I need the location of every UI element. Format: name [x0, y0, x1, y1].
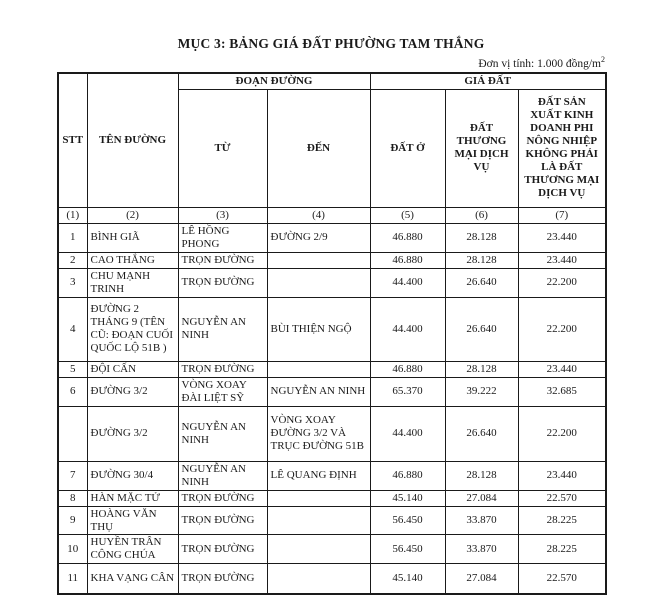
- cell-from: LÊ HỒNG PHONG: [178, 223, 267, 252]
- cell-commercial-price: 26.640: [445, 268, 518, 297]
- cell-street-name: CHU MẠNH TRINH: [87, 268, 178, 297]
- cell-to: [267, 535, 370, 564]
- header-row-groups: [58, 73, 606, 89]
- cell-stt: 1: [58, 223, 87, 252]
- table-row: [58, 377, 606, 406]
- cell-from: NGUYỄN AN NINH: [178, 297, 267, 361]
- header-non-agricultural-business-land: ĐẤT SẢN XUẤT KINH DOANH PHI NÔNG NHIỆP KHÔNG PHẢI LÀ ĐẤT THƯƠNG MẠI DỊCH VỤ: [518, 89, 606, 207]
- column-number: (6): [445, 207, 518, 223]
- cell-stt: 2: [58, 252, 87, 268]
- cell-residential-price: 45.140: [370, 490, 445, 506]
- cell-street-name: BÌNH GIÃ: [87, 223, 178, 252]
- column-number: (7): [518, 207, 606, 223]
- cell-business-price: 32.685: [518, 377, 606, 406]
- cell-commercial-price: 28.128: [445, 252, 518, 268]
- cell-business-price: 22.570: [518, 490, 606, 506]
- cell-residential-price: 56.450: [370, 535, 445, 564]
- table-row: [58, 268, 606, 297]
- cell-business-price: 23.440: [518, 223, 606, 252]
- unit-note-text: Đơn vị tính: 1.000 đồng/m: [478, 57, 601, 70]
- cell-business-price: 22.570: [518, 564, 606, 594]
- cell-from: TRỌN ĐƯỜNG: [178, 268, 267, 297]
- cell-street-name: ĐƯỜNG 3/2: [87, 406, 178, 461]
- cell-residential-price: 44.400: [370, 406, 445, 461]
- cell-commercial-price: 33.870: [445, 506, 518, 535]
- cell-to: NGUYỄN AN NINH: [267, 377, 370, 406]
- column-number: (3): [178, 207, 267, 223]
- column-number: (1): [58, 207, 87, 223]
- column-number: (5): [370, 207, 445, 223]
- table-row: [58, 297, 606, 361]
- cell-commercial-price: 33.870: [445, 535, 518, 564]
- cell-business-price: 22.200: [518, 268, 606, 297]
- header-residential-land: ĐẤT Ở: [370, 89, 445, 207]
- cell-to: BÙI THIỆN NGỘ: [267, 297, 370, 361]
- cell-from: TRỌN ĐƯỜNG: [178, 506, 267, 535]
- cell-from: VÒNG XOAY ĐÀI LIỆT SỸ: [178, 377, 267, 406]
- cell-commercial-price: 28.128: [445, 361, 518, 377]
- cell-commercial-price: 27.084: [445, 490, 518, 506]
- cell-stt: 8: [58, 490, 87, 506]
- header-commercial-service-land: ĐẤT THƯƠNG MẠI DỊCH VỤ: [445, 89, 518, 207]
- header-street-name: TÊN ĐƯỜNG: [87, 73, 178, 207]
- table-row: [58, 461, 606, 490]
- unit-note-superscript: 2: [601, 55, 605, 64]
- cell-business-price: 28.225: [518, 535, 606, 564]
- cell-from: TRỌN ĐƯỜNG: [178, 252, 267, 268]
- cell-to: [267, 268, 370, 297]
- cell-stt: 5: [58, 361, 87, 377]
- cell-residential-price: 65.370: [370, 377, 445, 406]
- cell-street-name: ĐƯỜNG 3/2: [87, 377, 178, 406]
- page-title: MỤC 3: BẢNG GIÁ ĐẤT PHƯỜNG TAM THẮNG: [177, 36, 485, 51]
- table-row: [58, 490, 606, 506]
- cell-residential-price: 46.880: [370, 223, 445, 252]
- cell-from: NGUYỄN AN NINH: [178, 406, 267, 461]
- cell-residential-price: 46.880: [370, 461, 445, 490]
- cell-commercial-price: 28.128: [445, 461, 518, 490]
- cell-commercial-price: 26.640: [445, 297, 518, 361]
- table-row: [58, 506, 606, 535]
- cell-residential-price: 56.450: [370, 506, 445, 535]
- cell-stt: [58, 406, 87, 461]
- header-from: TỪ: [178, 89, 267, 207]
- cell-residential-price: 44.400: [370, 297, 445, 361]
- cell-stt: 11: [58, 564, 87, 594]
- cell-from: TRỌN ĐƯỜNG: [178, 361, 267, 377]
- cell-stt: 3: [58, 268, 87, 297]
- cell-to: [267, 564, 370, 594]
- cell-street-name: HOÀNG VĂN THỤ: [87, 506, 178, 535]
- cell-commercial-price: 26.640: [445, 406, 518, 461]
- table-row: [58, 406, 606, 461]
- cell-to: [267, 490, 370, 506]
- cell-to: ĐƯỜNG 2/9: [267, 223, 370, 252]
- table-row: [58, 252, 606, 268]
- cell-residential-price: 46.880: [370, 252, 445, 268]
- cell-residential-price: 46.880: [370, 361, 445, 377]
- header-stt: STT: [58, 73, 87, 207]
- document-page: [57, 0, 605, 595]
- cell-from: NGUYỄN AN NINH: [178, 461, 267, 490]
- table-row: [58, 564, 606, 594]
- cell-business-price: 23.440: [518, 361, 606, 377]
- cell-business-price: 23.440: [518, 252, 606, 268]
- land-price-table: [57, 72, 607, 595]
- cell-stt: 6: [58, 377, 87, 406]
- cell-to: LÊ QUANG ĐỊNH: [267, 461, 370, 490]
- header-road-segment: ĐOẠN ĐƯỜNG: [178, 73, 370, 89]
- cell-to: [267, 506, 370, 535]
- table-row: [58, 361, 606, 377]
- header-to: ĐẾN: [267, 89, 370, 207]
- cell-street-name: ĐỘI CẤN: [87, 361, 178, 377]
- cell-residential-price: 44.400: [370, 268, 445, 297]
- cell-stt: 7: [58, 461, 87, 490]
- cell-business-price: 22.200: [518, 297, 606, 361]
- cell-stt: 9: [58, 506, 87, 535]
- cell-street-name: ĐƯỜNG 2 THÁNG 9 (TÊN CŨ: ĐOẠN CUỐI QUỐC LỘ 51B ): [87, 297, 178, 361]
- cell-stt: 10: [58, 535, 87, 564]
- column-number: (4): [267, 207, 370, 223]
- header-land-price: GIÁ ĐẤT: [370, 73, 606, 89]
- cell-stt: 4: [58, 297, 87, 361]
- column-number: (2): [87, 207, 178, 223]
- cell-to: [267, 361, 370, 377]
- cell-business-price: 22.200: [518, 406, 606, 461]
- table-row: [58, 223, 606, 252]
- unit-note: [57, 55, 605, 70]
- cell-street-name: KHA VẠNG CÂN: [87, 564, 178, 594]
- cell-street-name: HUYỀN TRÂN CÔNG CHÚA: [87, 535, 178, 564]
- column-number-row: [58, 207, 606, 223]
- cell-commercial-price: 39.222: [445, 377, 518, 406]
- cell-business-price: 28.225: [518, 506, 606, 535]
- cell-from: TRỌN ĐƯỜNG: [178, 564, 267, 594]
- cell-to: VÒNG XOAY ĐƯỜNG 3/2 VÀ TRỤC ĐƯỜNG 51B: [267, 406, 370, 461]
- cell-to: [267, 252, 370, 268]
- cell-street-name: CAO THẮNG: [87, 252, 178, 268]
- cell-street-name: HÀN MẶC TỬ: [87, 490, 178, 506]
- table-row: [58, 535, 606, 564]
- cell-residential-price: 45.140: [370, 564, 445, 594]
- cell-commercial-price: 27.084: [445, 564, 518, 594]
- cell-street-name: ĐƯỜNG 30/4: [87, 461, 178, 490]
- cell-business-price: 23.440: [518, 461, 606, 490]
- cell-commercial-price: 28.128: [445, 223, 518, 252]
- cell-from: TRỌN ĐƯỜNG: [178, 490, 267, 506]
- cell-from: TRỌN ĐƯỜNG: [178, 535, 267, 564]
